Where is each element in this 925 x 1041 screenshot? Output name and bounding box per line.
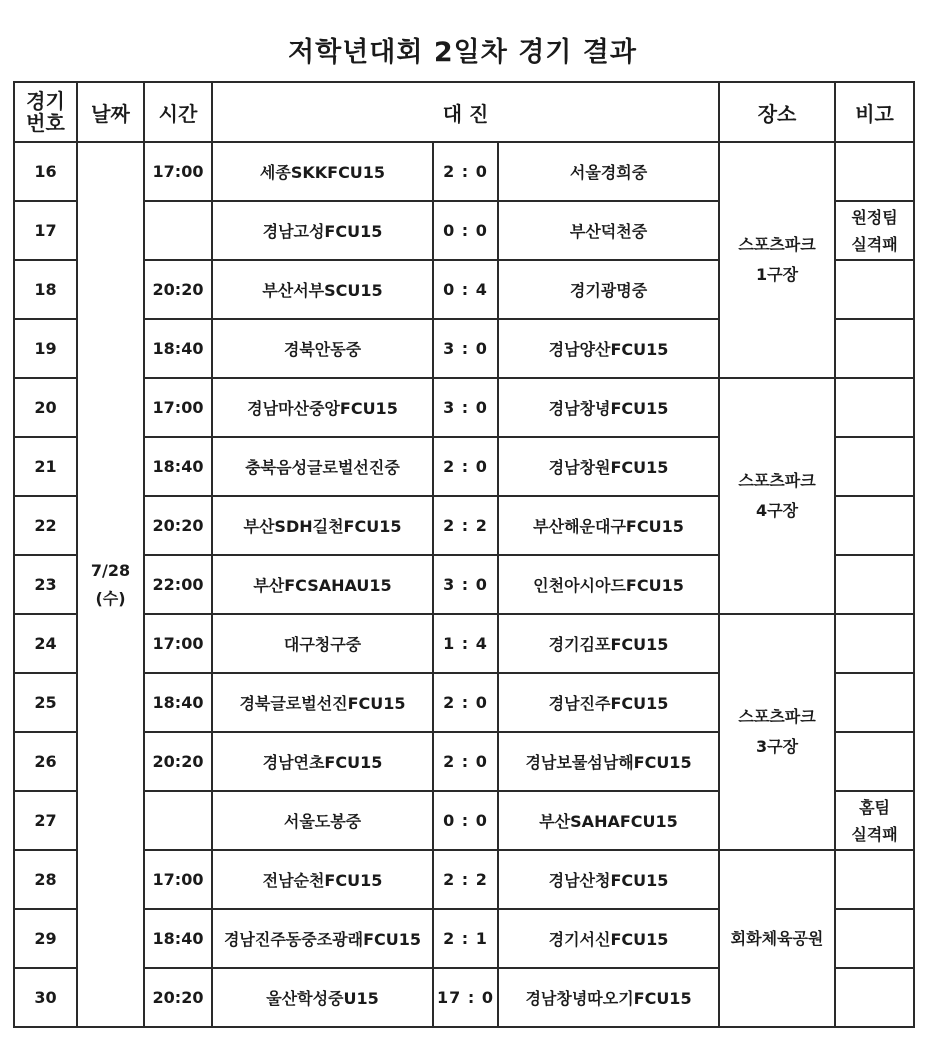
venue-line2: 3구장 xyxy=(756,737,799,756)
home-team-cell: 경북안동중 xyxy=(212,319,433,378)
date-line1: 7/28 xyxy=(90,560,131,580)
away-team-cell: 경남진주FCU15 xyxy=(498,673,719,732)
venue-line2: 4구장 xyxy=(756,501,799,520)
away-team-cell: 경남산청FCU15 xyxy=(498,850,719,909)
away-team-cell: 부산SAHAFCU15 xyxy=(498,791,719,850)
home-team-cell: 서울도봉중 xyxy=(212,791,433,850)
score-cell: 0 : 4 xyxy=(433,260,498,319)
note-cell xyxy=(835,732,914,791)
home-team-cell: 부산SDH길천FCU15 xyxy=(212,496,433,555)
note-cell xyxy=(835,791,914,850)
time-cell: 17:00 xyxy=(144,850,212,909)
time-cell: 17:00 xyxy=(144,378,212,437)
game-number-cell: 30 xyxy=(14,968,77,1027)
game-number-cell: 20 xyxy=(14,378,77,437)
venue-line2: 1구장 xyxy=(756,265,799,284)
time-cell: 18:40 xyxy=(144,437,212,496)
venue-cell xyxy=(719,614,835,850)
time-cell: 18:40 xyxy=(144,909,212,968)
note-cell xyxy=(835,968,914,1027)
game-number-cell: 19 xyxy=(14,319,77,378)
header-game-number xyxy=(14,82,77,142)
game-number-cell: 22 xyxy=(14,496,77,555)
home-team-cell: 세종SKKFCU15 xyxy=(212,142,433,201)
game-number-cell: 24 xyxy=(14,614,77,673)
note-cell xyxy=(835,142,914,201)
away-team-cell: 경남창녕FCU15 xyxy=(498,378,719,437)
time-cell: 22:00 xyxy=(144,555,212,614)
header-date: 날짜 xyxy=(77,82,144,142)
note-cell xyxy=(835,260,914,319)
game-number-cell: 26 xyxy=(14,732,77,791)
away-team-cell: 경남창원FCU15 xyxy=(498,437,719,496)
header-venue: 장소 xyxy=(719,82,835,142)
score-cell: 2 : 0 xyxy=(433,437,498,496)
score-cell: 17 : 0 xyxy=(433,968,498,1027)
time-cell: 20:20 xyxy=(144,732,212,791)
note-line2: 실격패 xyxy=(851,234,898,254)
away-team-cell: 부산해운대구FCU15 xyxy=(498,496,719,555)
results-body xyxy=(14,142,914,1027)
venue-cell xyxy=(719,850,835,1027)
away-team-cell: 경남양산FCU15 xyxy=(498,319,719,378)
note-cell xyxy=(835,850,914,909)
header-game-number-line1: 경기 xyxy=(26,89,65,113)
score-cell: 2 : 0 xyxy=(433,732,498,791)
note-cell xyxy=(835,909,914,968)
game-number-cell: 23 xyxy=(14,555,77,614)
score-cell: 2 : 0 xyxy=(433,673,498,732)
header-game-number-line2: 번호 xyxy=(26,111,65,135)
header-note: 비고 xyxy=(835,82,914,142)
game-number-cell: 16 xyxy=(14,142,77,201)
game-number-cell: 18 xyxy=(14,260,77,319)
note-cell xyxy=(835,437,914,496)
home-team-cell: 충북음성글로벌선진중 xyxy=(212,437,433,496)
table-row xyxy=(14,614,914,673)
venue-cell xyxy=(719,378,835,614)
note-cell xyxy=(835,496,914,555)
away-team-cell: 경기서신FCU15 xyxy=(498,909,719,968)
game-number-cell: 25 xyxy=(14,673,77,732)
venue-line1: 스포츠파크 xyxy=(738,471,816,490)
header-row xyxy=(14,82,914,142)
time-cell: 20:20 xyxy=(144,496,212,555)
note-cell xyxy=(835,319,914,378)
note-line2: 실격패 xyxy=(851,824,898,844)
score-cell: 3 : 0 xyxy=(433,378,498,437)
home-team-cell: 경남진주동중조광래FCU15 xyxy=(212,909,433,968)
away-team-cell: 부산덕천중 xyxy=(498,201,719,260)
game-number-cell: 29 xyxy=(14,909,77,968)
away-team-cell: 경기광명중 xyxy=(498,260,719,319)
game-number-cell: 17 xyxy=(14,201,77,260)
score-cell: 0 : 0 xyxy=(433,791,498,850)
away-team-cell: 인천아시아드FCU15 xyxy=(498,555,719,614)
note-line1: 원정팀 xyxy=(851,207,898,227)
table-row xyxy=(14,142,914,201)
home-team-cell: 부산서부SCU15 xyxy=(212,260,433,319)
away-team-cell: 경기김포FCU15 xyxy=(498,614,719,673)
score-cell: 2 : 0 xyxy=(433,142,498,201)
time-cell: 20:20 xyxy=(144,260,212,319)
venue-line1: 스포츠파크 xyxy=(738,235,816,254)
home-team-cell: 전남순천FCU15 xyxy=(212,850,433,909)
results-table xyxy=(13,81,915,1028)
table-row xyxy=(14,378,914,437)
note-cell xyxy=(835,378,914,437)
score-cell: 0 : 0 xyxy=(433,201,498,260)
venue-line1: 회화체육공원 xyxy=(730,928,824,948)
time-cell: 20:20 xyxy=(144,968,212,1027)
time-cell: 18:40 xyxy=(144,319,212,378)
note-cell xyxy=(835,614,914,673)
venue-cell xyxy=(719,142,835,378)
home-team-cell: 대구청구중 xyxy=(212,614,433,673)
score-cell: 2 : 2 xyxy=(433,850,498,909)
home-team-cell: 경남고성FCU15 xyxy=(212,201,433,260)
time-cell: 17:00 xyxy=(144,614,212,673)
home-team-cell: 경남연초FCU15 xyxy=(212,732,433,791)
score-cell: 1 : 4 xyxy=(433,614,498,673)
score-cell: 3 : 0 xyxy=(433,319,498,378)
note-cell xyxy=(835,555,914,614)
home-team-cell: 경북글로벌선진FCU15 xyxy=(212,673,433,732)
header-time: 시간 xyxy=(144,82,212,142)
table-row xyxy=(14,850,914,909)
home-team-cell: 울산학성중U15 xyxy=(212,968,433,1027)
time-cell xyxy=(144,201,212,260)
home-team-cell: 경남마산중앙FCU15 xyxy=(212,378,433,437)
game-number-cell: 27 xyxy=(14,791,77,850)
score-cell: 2 : 2 xyxy=(433,496,498,555)
time-cell xyxy=(144,791,212,850)
time-cell: 18:40 xyxy=(144,673,212,732)
game-number-cell: 21 xyxy=(14,437,77,496)
time-cell: 17:00 xyxy=(144,142,212,201)
page-title: 저학년대회 2일차 경기 결과 xyxy=(288,37,637,68)
away-team-cell: 경남창녕따오기FCU15 xyxy=(498,968,719,1027)
date-cell xyxy=(77,142,144,1027)
score-cell: 3 : 0 xyxy=(433,555,498,614)
game-number-cell: 28 xyxy=(14,850,77,909)
away-team-cell: 경남보물섬남해FCU15 xyxy=(498,732,719,791)
score-cell: 2 : 1 xyxy=(433,909,498,968)
away-team-cell: 서울경희중 xyxy=(498,142,719,201)
date-line2: (수) xyxy=(95,588,126,608)
note-cell xyxy=(835,673,914,732)
note-cell xyxy=(835,201,914,260)
header-match: 대 진 xyxy=(212,82,719,142)
venue-line1: 스포츠파크 xyxy=(738,707,816,726)
home-team-cell: 부산FCSAHAU15 xyxy=(212,555,433,614)
note-line1: 홈팀 xyxy=(859,797,890,817)
